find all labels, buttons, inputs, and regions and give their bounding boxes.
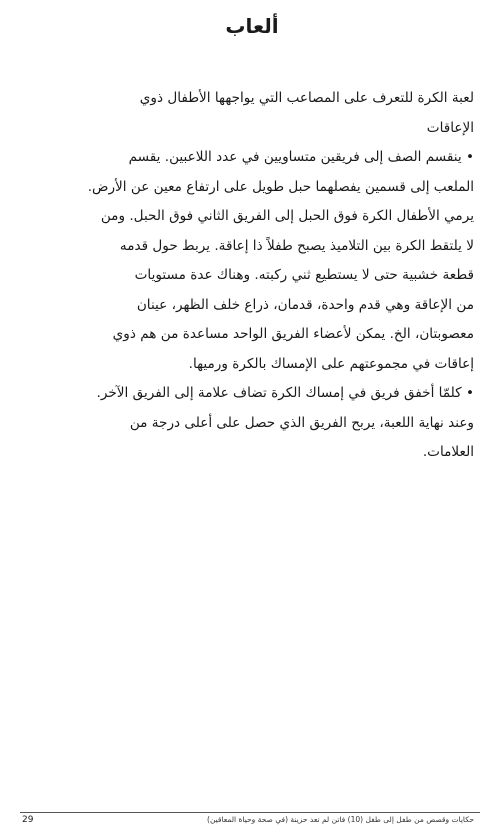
- text-line: • ينقسم الصف إلى فريقين متساويين في عدد اللاعبين. يقسم: [128, 149, 474, 165]
- text-line: • كلمّا أخفق فريق في إمساك الكرة تضاف علامة إلى الفريق الآخر.: [96, 385, 474, 401]
- text-line: العلامات.: [422, 444, 474, 460]
- text-line: لعبة الكرة للتعرف على المصاعب التي يواجهها الأطفال ذوي: [139, 90, 474, 106]
- text-line: يرمي الأطفال الكرة فوق الحبل إلى الفريق الثاني فوق الحبل. ومن: [100, 208, 474, 224]
- page-title: ألعاب: [225, 14, 279, 38]
- text-line: معصوبتان، الخ. يمكن لأعضاء الفريق الواحد مساعدة من هم ذوي: [112, 326, 474, 342]
- running-footer-title: حكايات وقصص من طفل إلى طفل (10) فاتن لم تعد حزينة (في صحة وحياة المعاقين): [207, 815, 474, 824]
- page-number: 29: [22, 815, 34, 825]
- text-line: من الإعاقة وهي قدم واحدة، قدمان، ذراع خلف الظهر، عينان: [136, 296, 474, 313]
- text-line: الملعب إلى قسمين يفصلهما حبل طويل على ارتفاع معين عن الأرض.: [87, 178, 474, 195]
- text-line: لا يلتقط الكرة بين التلاميذ يصبح طفلاً ذا إعاقة. يربط حول قدمه: [119, 237, 474, 254]
- text-line: وعند نهاية اللعبة، يربح الفريق الذي حصل على أعلى درجة من: [129, 414, 474, 431]
- footer-divider: [20, 812, 480, 813]
- text-line: قطعة خشبية حتى لا يستطيع ثني ركبته. وهناك عدة مستويات: [134, 267, 474, 283]
- text-line: الإعاقات: [426, 119, 474, 136]
- body-text: [32, 84, 474, 468]
- text-line: إعاقات في مجموعتهم على الإمساك بالكرة ورميها.: [188, 355, 474, 372]
